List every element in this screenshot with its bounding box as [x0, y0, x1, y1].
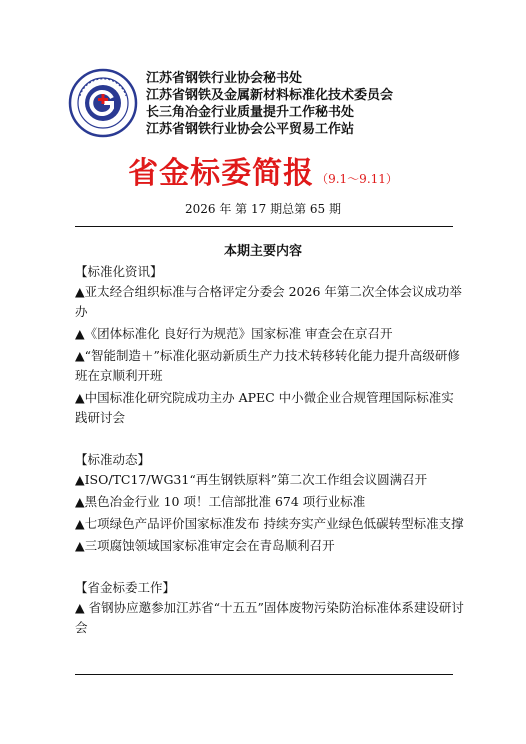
section-spacer — [75, 430, 465, 450]
association-logo — [68, 68, 138, 138]
date-range: （9.1～9.11） — [316, 172, 398, 186]
masthead — [0, 148, 526, 192]
org-name: 长三角冶金行业质量提升工作秘书处 — [146, 105, 355, 120]
issue-number: 2026 年 第 17 期总第 65 期 — [185, 202, 341, 216]
toc-item[interactable]: ▲ 省钢协应邀参加江苏省“十五五”固体废物污染防治标准体系建设研讨会 — [75, 600, 464, 635]
org-name: 江苏省钢铁行业协会秘书处 — [146, 71, 303, 86]
table-of-contents — [75, 262, 465, 640]
newsletter-title: 省金标委简报 — [128, 156, 315, 191]
toc-item[interactable]: ▲亚太经合组织标准与合格评定分委会 2026 年第二次全体会议成功举办 — [75, 284, 462, 319]
toc-item[interactable]: ▲三项腐蚀领域国家标准审定会在青岛顺利召开 — [75, 538, 335, 553]
section-label: 【标准动态】 — [75, 452, 151, 467]
toc-item[interactable]: ▲《团体标准化 良好行为规范》国家标准 审查会在京召开 — [75, 326, 393, 341]
toc-item[interactable]: ▲“智能制造＋”标准化驱动新质生产力技术转移转化能力提升高级研修班在京顺利开班 — [75, 348, 460, 383]
toc-item[interactable]: ▲ISO/TC17/WG31“再生钢铁原料”第二次工作组会议圆满召开 — [75, 472, 428, 487]
section-spacer — [75, 558, 465, 578]
toc-heading: 本期主要内容 — [223, 244, 302, 259]
section-label: 【标准化资讯】 — [75, 264, 163, 279]
org-name: 江苏省钢铁及金属新材料标准化技术委员会 — [146, 88, 394, 103]
org-name: 江苏省钢铁行业协会公平贸易工作站 — [146, 122, 355, 137]
toc-item[interactable]: ▲黑色冶金行业 10 项！工信部批准 674 项行业标准 — [75, 494, 366, 509]
header-divider — [75, 226, 453, 227]
footer-divider — [75, 674, 453, 675]
organization-list — [146, 70, 466, 138]
section-label: 【省金标委工作】 — [75, 580, 176, 595]
toc-item[interactable]: ▲中国标准化研究院成功主办 APEC 中小微企业合规管理国际标准实践研讨会 — [75, 390, 454, 425]
toc-item[interactable]: ▲七项绿色产品评价国家标准发布 持续夯实产业绿色低碳转型标准支撑 — [75, 516, 464, 531]
